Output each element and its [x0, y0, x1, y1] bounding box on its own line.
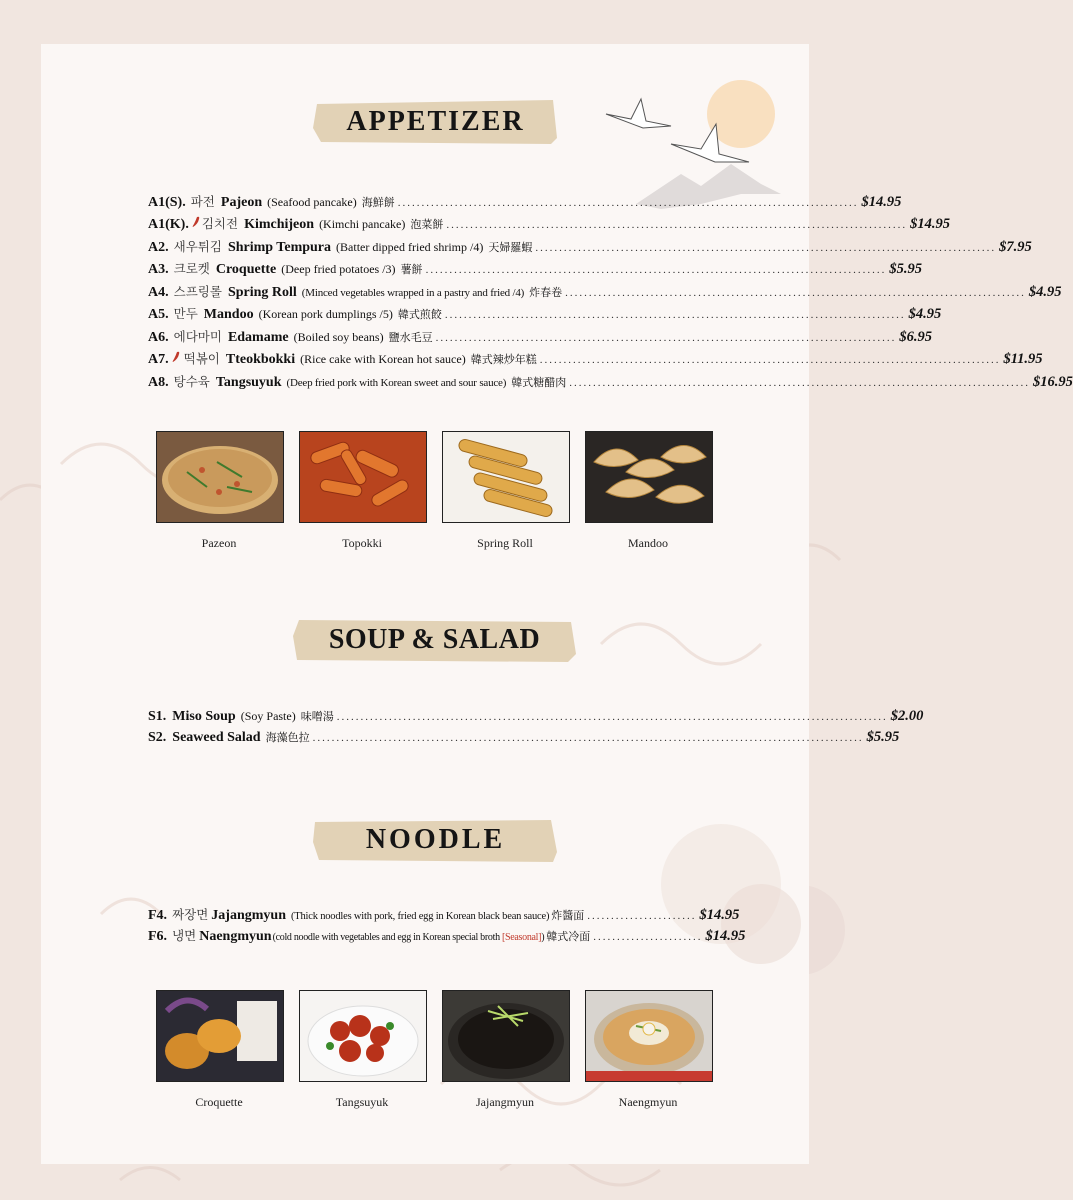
menu-item-a5 [148, 304, 942, 326]
food-photo-topokki [299, 431, 427, 523]
item-name: Mandoo [203, 307, 254, 322]
item-code: A1(S). [148, 195, 186, 210]
item-chinese: 海鮮餅 [361, 196, 395, 209]
chili-pepper-icon [191, 216, 201, 228]
item-name: Pajeon [220, 195, 263, 210]
item-korean: 크로켓 [173, 261, 210, 276]
item-code: F4. [148, 908, 168, 923]
dot-leader: ................................................................................................. [435, 332, 897, 344]
menu-item-a7 [148, 349, 1043, 371]
section-title-appetizer: APPETIZER [346, 106, 525, 137]
menu-sheet [41, 44, 1073, 1164]
item-desc: (Deep fried potatoes /3) [281, 262, 396, 276]
item-korean: 만두 [173, 306, 198, 321]
item-code: S1. [148, 709, 167, 724]
food-photo-tangsuyuk [299, 990, 427, 1082]
item-name: Tteokbokki [225, 352, 296, 367]
item-desc-text: (cold noodle with vegetables and egg in Korean special broth [272, 932, 502, 943]
item-name: Miso Soup [172, 709, 236, 724]
item-code: A3. [148, 262, 169, 277]
menu-item-f6 [148, 926, 746, 948]
item-chinese: 鹽水毛豆 [388, 331, 433, 344]
item-name: Shrimp Tempura [227, 240, 332, 255]
item-chinese: 韓式冷面 [546, 930, 591, 943]
dot-leader: ................................................................................................. [444, 309, 906, 321]
item-desc: (Batter dipped fried shrimp /4) [336, 240, 484, 254]
photo-caption: Jajangmyun [476, 1095, 534, 1109]
item-price: $16.95 [1032, 374, 1073, 390]
item-price: $14.95 [699, 907, 740, 923]
photo-caption: Pazeon [201, 536, 237, 550]
photo-caption: Spring Roll [477, 536, 533, 550]
food-photo-spring-roll [442, 431, 570, 523]
item-desc: (Deep fried pork with Korean sweet and sour sauce) [286, 377, 507, 389]
item-chinese: 味噌湯 [300, 710, 334, 723]
item-name: Tangsuyuk [215, 375, 282, 390]
item-code: A8. [148, 375, 169, 390]
item-price: $5.95 [866, 729, 900, 745]
photo-caption: Naengmyun [618, 1095, 678, 1109]
chili-pepper-icon [171, 351, 181, 363]
item-price: $2.00 [890, 708, 924, 724]
item-price: $14.95 [910, 216, 950, 232]
item-korean: 파전 [190, 194, 215, 209]
photo-caption: Topokki [342, 536, 382, 550]
item-price: $4.95 [1028, 284, 1062, 300]
dot-leader: .................................................................................................................... [312, 732, 864, 744]
item-chinese: 天婦羅蝦 [488, 241, 533, 254]
menu-item-s2 [148, 729, 900, 751]
item-korean: 스프링롤 [173, 284, 222, 299]
item-name: Spring Roll [227, 285, 297, 300]
food-photo-jajangmyun [442, 990, 570, 1082]
item-name: Seaweed Salad [172, 730, 261, 745]
seasonal-tag: [Seasonal] [501, 932, 542, 943]
menu-item-a1k [148, 214, 950, 236]
item-price: $11.95 [1003, 351, 1043, 367]
item-korean: 냉면 [172, 928, 197, 943]
item-desc: (Thick noodles with pork, fried egg in Korean black bean sauce) [290, 911, 550, 922]
item-code: A6. [148, 330, 169, 345]
item-name: Croquette [215, 262, 277, 277]
item-name: Jajangmyun [211, 908, 286, 923]
menu-item-s1 [148, 708, 924, 730]
photo-caption: Croquette [195, 1095, 243, 1109]
item-code: A5. [148, 307, 169, 322]
item-chinese: 海藻色拉 [265, 731, 310, 744]
item-desc: (Korean pork dumplings /5) [258, 307, 393, 321]
item-code: A4. [148, 285, 169, 300]
item-korean: 새우튀김 [173, 239, 222, 254]
food-photo-naengmyun [585, 990, 713, 1082]
item-desc [273, 932, 545, 943]
menu-item-a6 [148, 327, 932, 349]
item-code: A2. [148, 240, 169, 255]
item-korean: 짜장면 [172, 907, 209, 922]
dot-leader: ................................................................................................. [565, 287, 1026, 299]
dot-leader: ....................... [593, 931, 703, 943]
food-photo-croquette [156, 990, 284, 1082]
item-desc: (Soy Paste) [240, 709, 296, 723]
menu-item-f4 [148, 905, 740, 927]
dot-leader: .................................................................................................................... [336, 711, 888, 723]
item-chinese: 泡菜餅 [410, 218, 444, 231]
item-desc-close: ) [541, 932, 545, 943]
menu-item-a3 [148, 259, 922, 281]
item-korean: 에다마미 [173, 329, 222, 344]
soup-salad-banner [293, 616, 576, 664]
item-price: $6.95 [899, 329, 932, 345]
item-code: F6. [148, 929, 168, 944]
menu-item-a1s [148, 192, 902, 214]
food-photo-pazeon [156, 431, 284, 523]
item-desc: (Boiled soy beans) [293, 330, 384, 344]
item-chinese: 韓式煎餃 [397, 308, 442, 321]
item-code: A1(K). [148, 217, 189, 232]
menu-item-a4 [148, 282, 1062, 304]
item-chinese: 薯餅 [400, 263, 423, 276]
dot-leader: ................................................................................................. [397, 197, 859, 209]
item-korean: 떡볶이 [183, 351, 220, 366]
item-price: $5.95 [889, 261, 922, 277]
item-name: Edamame [227, 330, 289, 345]
section-title-soup-salad: SOUP & SALAD [328, 624, 541, 655]
item-desc: (Rice cake with Korean hot sauce) [300, 352, 466, 366]
item-price: $14.95 [705, 928, 746, 944]
item-chinese: 韓式辣炒年糕 [470, 353, 537, 366]
item-code: A7. [148, 352, 169, 367]
noodle-banner [313, 816, 558, 864]
item-code: S2. [148, 730, 167, 745]
item-price: $4.95 [908, 306, 942, 322]
dot-leader: ................................................................................................. [539, 354, 1001, 366]
dot-leader: ....................... [587, 910, 697, 922]
dot-leader: ................................................................................................. [535, 242, 997, 254]
menu-item-a8 [148, 372, 1073, 394]
item-price: $7.95 [999, 239, 1032, 255]
item-korean: 김치전 [201, 216, 239, 231]
item-chinese: 炸醬面 [551, 909, 585, 922]
item-chinese: 韓式糖醋肉 [511, 376, 567, 389]
item-name: Naengmyun [199, 929, 272, 944]
item-desc: (Minced vegetables wrapped in a pastry and fried /4) [301, 287, 525, 299]
section-title-noodle: NOODLE [365, 824, 506, 855]
item-desc: (Kimchi pancake) [319, 217, 406, 231]
menu-item-a2 [148, 237, 1032, 259]
dot-leader: ................................................................................................. [569, 377, 1030, 389]
dot-leader: ................................................................................................. [446, 219, 908, 231]
item-desc: (Seafood pancake) [267, 195, 357, 209]
item-chinese: 炸春卷 [529, 286, 563, 299]
photo-caption: Tangsuyuk [335, 1095, 389, 1109]
item-name: Kimchijeon [244, 217, 315, 232]
photo-caption: Mandoo [628, 536, 668, 550]
appetizer-banner [313, 98, 558, 146]
food-photo-mandoo [585, 431, 713, 523]
dot-leader: ................................................................................................. [425, 264, 887, 276]
item-price: $14.95 [861, 194, 902, 210]
item-korean: 탕수육 [173, 374, 210, 389]
